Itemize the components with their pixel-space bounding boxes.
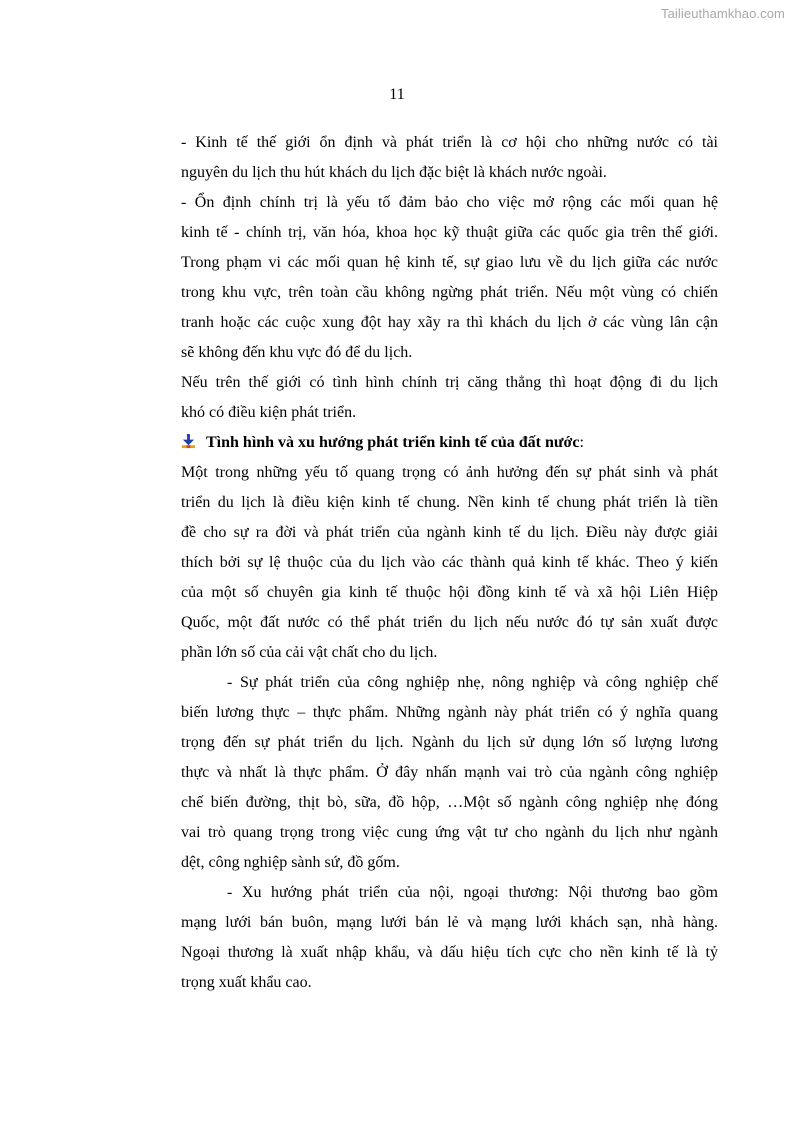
watermark: Tailieuthamkhao.com (660, 6, 785, 21)
text-line: Quốc, một đất nước có thể phát triển du lịch nếu nước đó tự sản xuất được (181, 614, 718, 631)
text-line: tranh hoặc các cuộc xung đột hay xãy ra thì khách du lịch ở các vùng lân cận (181, 314, 718, 331)
text-line: biến lương thực – thực phẩm. Những ngành này phát triển có ý nghĩa quang (181, 704, 718, 721)
text-line: - Xu hướng phát triển của nội, ngoại thương: Nội thương bao gồm (227, 884, 718, 901)
text-line: vai trò quang trọng trong việc cung ứng vật tư cho ngành du lịch như ngành (181, 824, 718, 841)
text-line: Ngoại thương là xuất nhập khẩu, và dấu hiệu tích cực cho nền kinh tế là tỷ (181, 944, 718, 961)
text-line: thích bởi sự lệ thuộc của du lịch vào các thành quả kinh tế khác. Theo ý kiến (181, 554, 718, 571)
text-line: kinh tế - chính trị, văn hóa, khoa học kỹ thuật giữa các quốc gia trên thế giới. (181, 224, 718, 241)
text-line: Nếu trên thế giới có tình hình chính trị căng thẳng thì hoạt động đi du lịch (181, 374, 718, 391)
text-line: phần lớn số của cải vật chất cho du lịch. (181, 644, 438, 661)
text-line: mạng lưới bán buôn, mạng lưới bán lẻ và mạng lưới khách sạn, nhà hàng. (181, 914, 718, 931)
text-line: đề cho sự ra đời và phát triển của ngành kinh tế du lịch. Điều này được giải (181, 524, 718, 541)
text-line: Một trong những yếu tố quang trọng có ảnh hưởng đến sự phát sinh và phát (181, 464, 718, 481)
document-body (181, 128, 718, 998)
text-line: triển du lịch là điều kiện kinh tế chung. Nền kinh tế chung phát triển là tiền (181, 494, 718, 511)
text-line: chế biến đường, thịt bò, sữa, đồ hộp, …Một số ngành công nghiệp nhẹ đóng (181, 794, 718, 811)
heading-colon: : (579, 434, 584, 451)
text-line: dệt, công nghiệp sành sứ, đồ gốm. (181, 854, 400, 871)
section-heading-text: Tình hình và xu hướng phát triển kinh tế của đất nước (206, 434, 580, 451)
text-line: - Sự phát triển của công nghiệp nhẹ, nông nghiệp và công nghiệp chế (227, 674, 718, 691)
text-line: - Ổn định chính trị là yếu tố đảm bảo cho việc mở rộng các mối quan hệ (181, 194, 718, 211)
text-line: trọng xuất khẩu cao. (181, 974, 312, 991)
text-line: trọng đến sự phát triển du lịch. Ngành du lịch sử dụng lớn số lượng lương (181, 734, 718, 751)
text-line: khó có điều kiện phát triển. (181, 404, 357, 421)
text-line: Trong phạm vi các mối quan hệ kinh tế, sự giao lưu về du lịch giữa các nước (181, 254, 718, 271)
text-line: trong khu vực, trên toàn cầu không ngừng phát triển. Nếu một vùng có chiến (181, 284, 718, 301)
text-line: - Kinh tế thế giới ổn định và phát triển là cơ hội cho những nước có tài (181, 134, 718, 151)
page-number: 11 (389, 86, 405, 103)
text-line: thực và nhất là thực phẩm. Ở đây nhấn mạnh vai trò của ngành công nghiệp (181, 764, 718, 781)
text-line: nguyên du lịch thu hút khách du lịch đặc biệt là khách nước ngoài. (181, 164, 607, 181)
section-heading (181, 428, 718, 458)
arrow-down-bullet-icon (181, 434, 196, 449)
text-line: sẽ không đến khu vực đó để du lịch. (181, 344, 413, 361)
text-line: của một số chuyên gia kinh tế thuộc hội đồng kinh tế và xã hội Liên Hiệp (181, 584, 718, 601)
